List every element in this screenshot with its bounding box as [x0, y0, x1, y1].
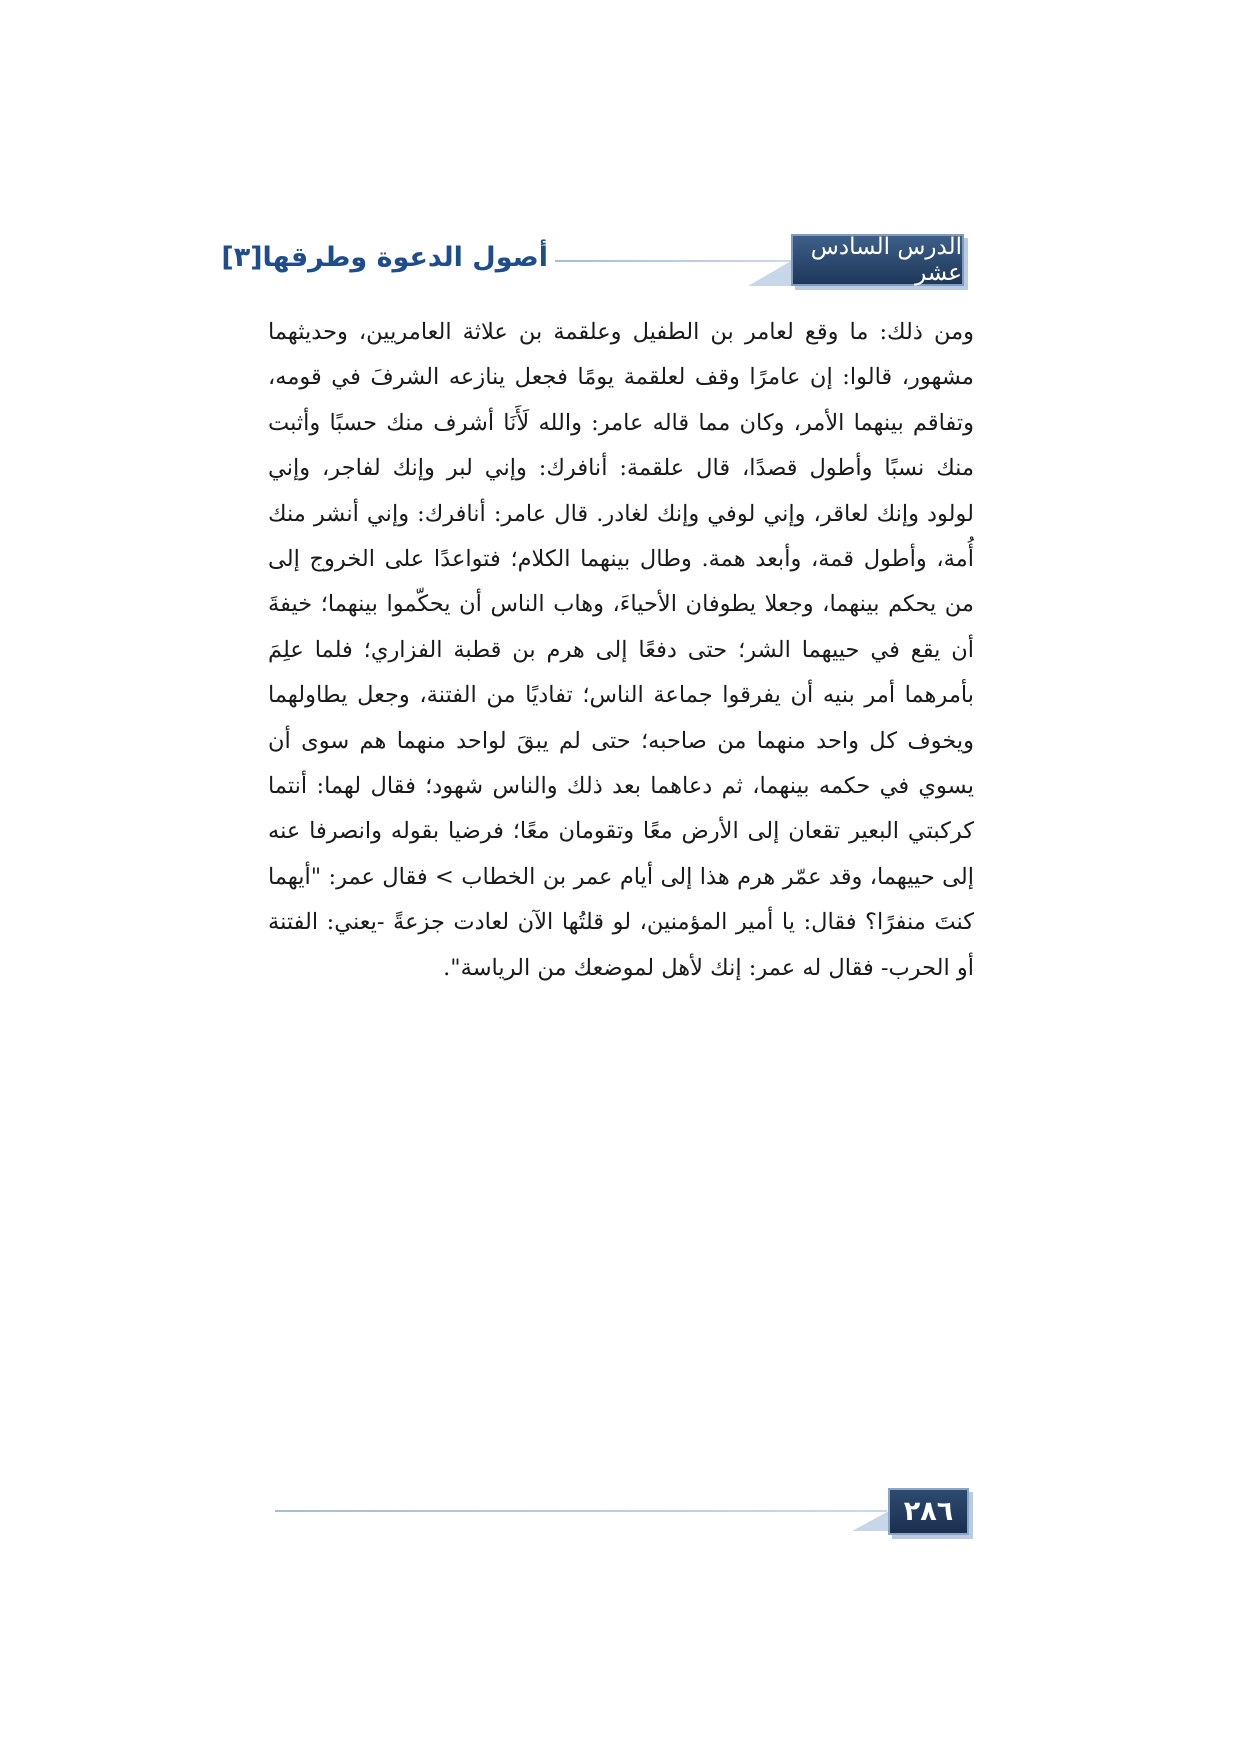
body-paragraph: ومن ذلك: ما وقع لعامر بن الطفيل وعلقمة بن علاثة العامريين، وحديثهما مشهور، قالوا: إن عامرًا وقف لعلقمة يومًا فجعل ينازعه الشرفَ في قومه، وتفاقم بينهما الأمر، وكان مما قاله عامر: والله لَأَنَا أشرف منك حسبًا وأثبت منك نسبًا وأطول قصدًا، قال علقمة: أنافرك: وإني لبر وإنك لفاجر، وإني لولود وإنك لعاقر، وإني لوفي وإنك لغادر. قال عامر: أنافرك: وإني أنشر منك أُمة، وأطول قمة، وأبعد همة. وطال بينهما الكلام؛ فتواعدًا على الخروج إلى من يحكم بينهما، وجعلا يطوفان الأحياءَ، وهاب الناس أن يحكّموا بينهما؛ خيفةَ أن يقع في حييهما الشر؛ حتى دفعًا إلى هرم بن قطبة الفزاري؛ فلما علِمَ بأمرهما أمر بنيه أن يفرقوا جماعة الناس؛ تفاديًا من الفتنة، وجعل يطاولهما ويخوف كل واحد منهما من صاحبه؛ حتى لم يبقَ لواحد منهما هم سوى أن يسوي في حكمه بينهما، ثم دعاهما بعد ذلك والناس شهود؛ فقال لهما: أنتما كركبتي البعير تقعان إلى الأرض معًا وتقومان معًا؛ فرضيا بقوله وانصرفا عنه إلى حييهما، وقد عمّر هرم هذا إلى أيام عمر بن الخطاب > فقال عمر: "أيهما كنتَ منفرًا؟ فقال: يا أمير المؤمنين، لو قلتُها الآن لعادت جزعةً -يعني: الفتنة أو الحرب- فقال له عمر: إنك لأهل لموضعك من الرياسة". — [268, 319, 974, 981]
lesson-label: الدرس السادس عشر — [810, 234, 962, 286]
chapter-title: أصول الدعوة وطرقها[٣] — [221, 242, 548, 273]
footer-divider-line — [275, 1510, 887, 1512]
page-number: ٢٨٦ — [903, 1496, 954, 1527]
footer-wedge-decoration — [852, 1511, 889, 1531]
header-wedge-decoration — [748, 261, 791, 286]
lesson-label-box — [791, 234, 964, 286]
page-number-box — [888, 1488, 969, 1535]
